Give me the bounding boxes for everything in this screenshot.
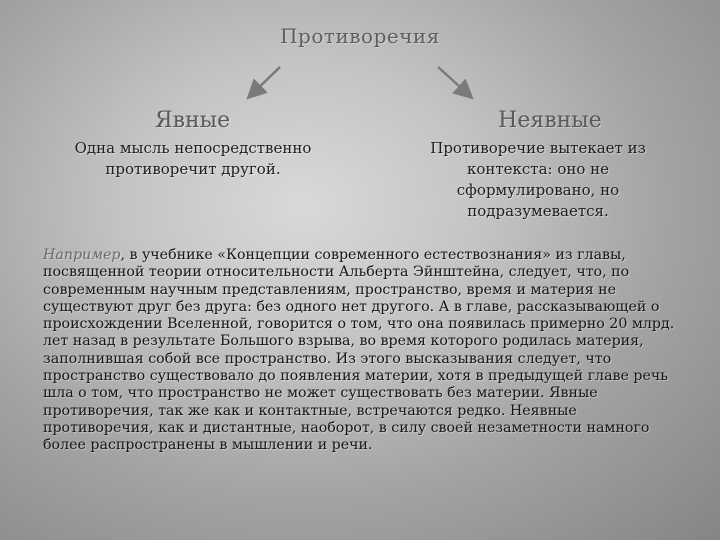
arrow-left <box>250 67 280 96</box>
explicit-description: Одна мысль непосредственно противоречит другой. <box>74 139 312 178</box>
example-lead: Например <box>43 247 121 263</box>
arrow-right <box>438 67 470 96</box>
implicit-description: Противоречие вытекает из контекста: оно не сформулировано, но подразумевается. <box>430 139 646 220</box>
example-text: , в учебнике «Концепции современного естествознания» из главы, посвященной теории относительности Альберта Эйнштейна, следует, что, по современным научным представлениям, пространство, время и материя не существуют друг без друга: без одного нет другого. А в главе, рассказывающей о происхождении Вселенной, говорится о том, что она появилась примерно 20 млрд. лет назад в результате Большого взрыва, во время которого родилась материя, заполнившая собой все пространство. Из этого высказывания следует, что пространство существовало до появления материи, хотя в предыдущей главе речь шла о том, что пространство не может существовать без материи. Явные противоречия, так же как и контактные, встречаются редко. Неявные противоречия, как и дистантные, наоборот, в силу своей незаметности намного более распространены в мышлении и речи. <box>43 247 675 454</box>
example-paragraph <box>43 247 688 455</box>
implicit-heading: Неявные <box>498 108 602 133</box>
slide-title: Противоречия <box>280 24 440 48</box>
explicit-heading: Явные <box>154 108 231 133</box>
